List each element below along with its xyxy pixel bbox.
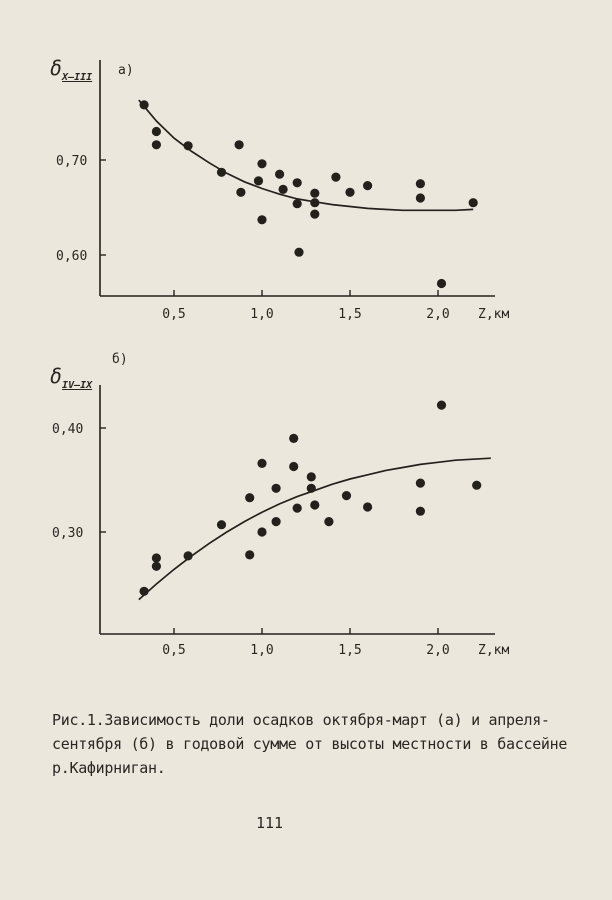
data-point: [289, 434, 298, 443]
data-point: [310, 210, 319, 219]
data-point: [363, 502, 372, 511]
y-tick-label: 0,70: [56, 154, 88, 169]
data-point: [345, 188, 354, 197]
data-point: [275, 170, 284, 179]
data-point: [342, 491, 351, 500]
data-point: [310, 198, 319, 207]
y-axis-label: $\delta_{IV-IX}$: [50, 364, 93, 391]
data-point: [279, 185, 288, 194]
data-point: [272, 484, 281, 493]
y-tick-label: 0,30: [52, 526, 84, 541]
data-point: [324, 517, 333, 526]
trend-curve: [139, 100, 473, 210]
data-point: [217, 168, 226, 177]
y-tick-label: 0,60: [56, 249, 88, 264]
data-point: [254, 176, 263, 185]
data-point: [152, 553, 161, 562]
data-point: [294, 248, 303, 257]
chart-panel-b: [50, 352, 509, 658]
x-axis-label: Z,км: [478, 643, 510, 658]
x-axis-label: Z,км: [478, 307, 510, 322]
panel-label: а): [118, 63, 134, 78]
data-point: [140, 587, 149, 596]
data-point: [217, 520, 226, 529]
data-point: [307, 484, 316, 493]
data-point: [416, 179, 425, 188]
data-point: [236, 188, 245, 197]
data-point: [416, 507, 425, 516]
caption-line-2: сентября (б) в годовой сумме от высоты местности в бассейне: [52, 735, 568, 753]
data-point: [184, 551, 193, 560]
data-point: [152, 562, 161, 571]
data-point: [416, 479, 425, 488]
data-point: [257, 215, 266, 224]
data-point: [245, 493, 254, 502]
data-point: [293, 504, 302, 513]
x-tick-label: 2,0: [426, 643, 450, 658]
y-axis-label: $\delta_{X-III}$: [50, 56, 93, 83]
data-point: [152, 140, 161, 149]
data-point: [416, 193, 425, 202]
data-point: [310, 500, 319, 509]
data-point: [472, 481, 481, 490]
data-point: [245, 550, 254, 559]
data-point: [257, 159, 266, 168]
data-point: [363, 181, 372, 190]
figure-caption: [52, 708, 572, 780]
chart-panel-a: [50, 56, 509, 322]
caption-line-1: Рис.1.Зависимость доли осадков октября-март (а) и апреля-: [52, 711, 550, 729]
y-tick-label: 0,40: [52, 422, 84, 437]
data-point: [272, 517, 281, 526]
data-point: [289, 462, 298, 471]
data-point: [140, 100, 149, 109]
data-point: [437, 279, 446, 288]
data-point: [257, 527, 266, 536]
data-point: [331, 173, 340, 182]
data-point: [235, 140, 244, 149]
data-point: [293, 199, 302, 208]
data-point: [469, 198, 478, 207]
data-point: [310, 189, 319, 198]
data-point: [307, 472, 316, 481]
data-point: [257, 459, 266, 468]
data-point: [184, 141, 193, 150]
x-tick-label: 0,5: [162, 307, 186, 322]
x-tick-label: 1,0: [250, 643, 274, 658]
caption-line-3: р.Кафирниган.: [52, 759, 166, 777]
x-tick-label: 1,5: [338, 307, 362, 322]
page-number: 111: [256, 814, 284, 832]
x-tick-label: 0,5: [162, 643, 186, 658]
x-tick-label: 2,0: [426, 307, 450, 322]
data-point: [152, 127, 161, 136]
x-tick-label: 1,0: [250, 307, 274, 322]
panel-label: б): [112, 352, 128, 367]
data-point: [293, 178, 302, 187]
data-point: [437, 401, 446, 410]
x-tick-label: 1,5: [338, 643, 362, 658]
